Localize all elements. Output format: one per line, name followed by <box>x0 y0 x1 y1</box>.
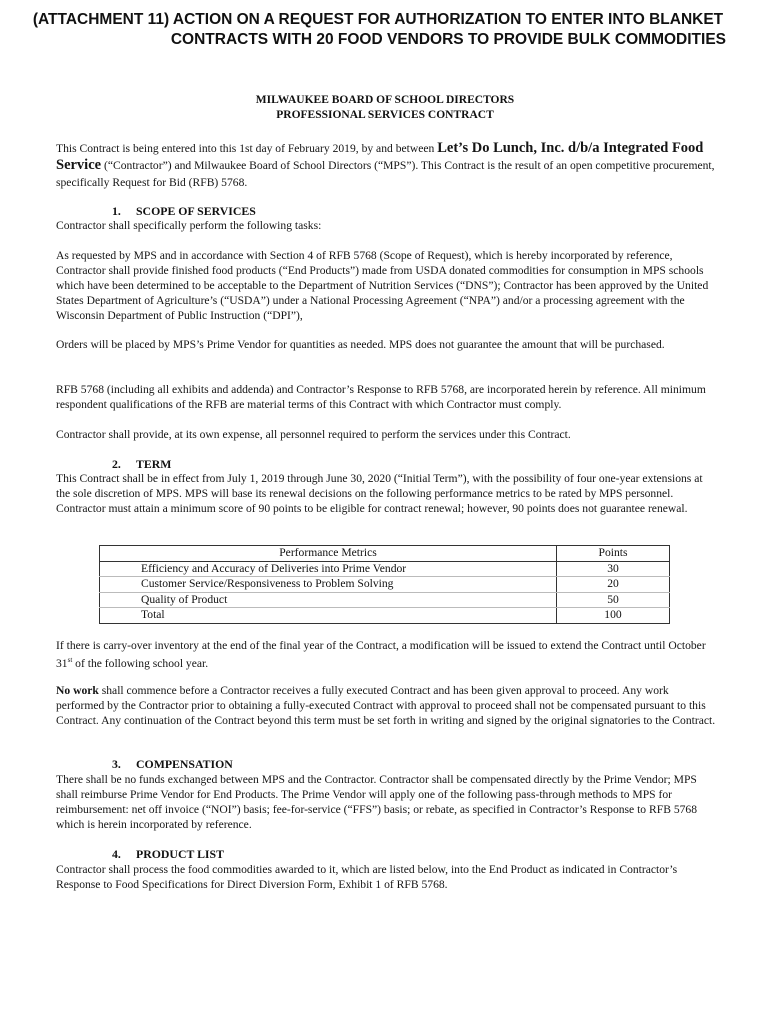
no-work-text: shall commence before a Contractor receives a fully executed Contract and has been given approval to proceed. Any work performed by the Contractor prior to obtaining a fully-executed Contract with approval to proceed shall not be compensated pursuant to this Contract. Any continuation of the Contract beyond this term must be set forth in writing and signed by the original signatories to the Contract. <box>56 684 716 727</box>
intro-text-1: This Contract is being entered into this 1st day of February 2019, by and between <box>56 142 438 155</box>
table-row-total <box>100 608 670 624</box>
metric-cell: Quality of Product <box>100 592 557 608</box>
section-1-number: 1. <box>112 204 121 218</box>
carryover-text-1: If there is carry-over inventory at the end of the final year of the Contract, a modification will be issued to extend the Contract until October 31 <box>56 639 706 670</box>
section-4-paragraph-1 <box>56 862 716 892</box>
section-4-number: 4. <box>112 847 121 861</box>
section-1-title: SCOPE OF SERVICES <box>136 204 256 218</box>
personnel-text: Contractor shall provide, at its own expense, all personnel required to perform the services under this Contract. <box>56 428 571 441</box>
org-name: MILWAUKEE BOARD OF SCHOOL DIRECTORS <box>255 94 515 106</box>
section-3-paragraph-1 <box>56 772 716 832</box>
table-row <box>100 592 670 608</box>
metric-cell: Efficiency and Accuracy of Deliveries into Prime Vendor <box>100 561 557 577</box>
points-cell: 50 <box>557 592 670 608</box>
table-row <box>100 561 670 577</box>
orders-text: Orders will be placed by MPS’s Prime Vendor for quantities as needed. MPS does not guarantee the amount that will be purchased. <box>56 338 665 351</box>
col-points-header: Points <box>557 546 670 562</box>
section-1-lead-text: Contractor shall specifically perform the following tasks: <box>56 219 322 232</box>
performance-metrics-table <box>99 545 670 624</box>
section-3-title: COMPENSATION <box>136 757 233 771</box>
section-2-paragraph-3 <box>56 683 716 728</box>
rfb-text: RFB 5768 (including all exhibits and addenda) and Contractor’s Response to RFB 5768, are incorporated herein by reference. All minimum respondent qualifications of the RFB are material terms of this Contract with which Contractor must comply. <box>56 383 706 411</box>
section-2-paragraph-1 <box>56 471 716 516</box>
carryover-text-2: of the following school year. <box>72 656 209 670</box>
header-line-1: (ATTACHMENT 11) ACTION ON A REQUEST FOR AUTHORIZATION TO ENTER INTO BLANKET <box>32 11 724 28</box>
contractor-name: Let’s Do Lunch, Inc. d/b/a Integrated Food Service <box>56 140 704 173</box>
section-1-paragraph-3 <box>56 382 716 412</box>
section-1-lead <box>56 218 716 233</box>
compensation-text: There shall be no funds exchanged between MPS and the Contractor. Contractor shall be compensated directly by the Prime Vendor; MPS shall reimburse Prime Vendor for End Products. The Prime Vendor will apply one of the following pass-through methods to MPS for reimbursement: net off invoice (“NOI”) basis; fee-for-service (“FFS”) basis; or rebate, as specified in Contractor’s Response to RFB 5768 which is herein incorporated by reference. <box>56 773 698 831</box>
metric-cell: Customer Service/Responsiveness to Problem Solving <box>100 577 557 593</box>
section-2-paragraph-2 <box>56 638 716 671</box>
points-cell: 100 <box>557 608 670 624</box>
points-cell: 20 <box>557 577 670 593</box>
table-row <box>100 577 670 593</box>
section-1-paragraph-1 <box>56 248 716 323</box>
section-3-number: 3. <box>112 757 121 771</box>
intro-text-2: (“Contractor”) and Milwaukee Board of School Directors (“MPS”). This Contract is the result of an open competitive procurement, specifically Request for Bid (RFB) 5768. <box>56 159 715 189</box>
table-header-row <box>100 546 670 562</box>
section-2-heading <box>112 457 171 472</box>
metric-cell: Total <box>100 608 557 624</box>
section-1-heading <box>112 204 256 219</box>
attachment-header <box>30 10 726 50</box>
no-work-bold: No work <box>56 684 99 697</box>
col-metric-header: Performance Metrics <box>100 546 557 562</box>
header-line-2: CONTRACTS WITH 20 FOOD VENDORS TO PROVIDE BULK COMMODITIES <box>170 31 726 48</box>
contract-type: PROFESSIONAL SERVICES CONTRACT <box>276 109 494 121</box>
carryover-sup: st <box>67 656 73 664</box>
section-4-heading <box>112 847 224 862</box>
section-4-title: PRODUCT LIST <box>136 847 224 861</box>
scope-text: As requested by MPS and in accordance with Section 4 of RFB 5768 (Scope of Request), which is hereby incorporated by reference, Contractor shall provide finished food products (“End Products”) made from USDA donated commodities for consumption in MPS schools which have been determined to be acceptable to the Department of Nutrition Services (“DNS”); Contractor has been approved by the United States Department of Agriculture’s (“USDA”) under a National Processing Agreement (“NPA”) and/or a processing agreement with the Wisconsin Department of Public Instruction (“DPI”), <box>56 249 709 322</box>
section-3-heading <box>112 757 233 772</box>
section-2-number: 2. <box>112 457 121 471</box>
term-text: This Contract shall be in effect from July 1, 2019 through June 30, 2020 (“Initial Term”), with the possibility of four one-year extensions at the sole discretion of MPS. MPS will base its renewal decisions on the following performance metrics to be rated by MPS personnel. Contractor must attain a minimum score of 90 points to be eligible for contract renewal; however, 90 points does not guarantee renewal. <box>56 472 703 515</box>
section-1-paragraph-4 <box>56 427 716 442</box>
section-1-paragraph-2 <box>56 337 716 352</box>
intro-paragraph <box>56 140 716 191</box>
points-cell: 30 <box>557 561 670 577</box>
section-2-title: TERM <box>136 457 172 471</box>
product-list-text: Contractor shall process the food commodities awarded to it, which are listed below, into the End Product as indicated in Contractor’s Response to Food Specifications for Direct Diversion Form, Exhibit 1 of RFB 5768. <box>56 863 678 891</box>
